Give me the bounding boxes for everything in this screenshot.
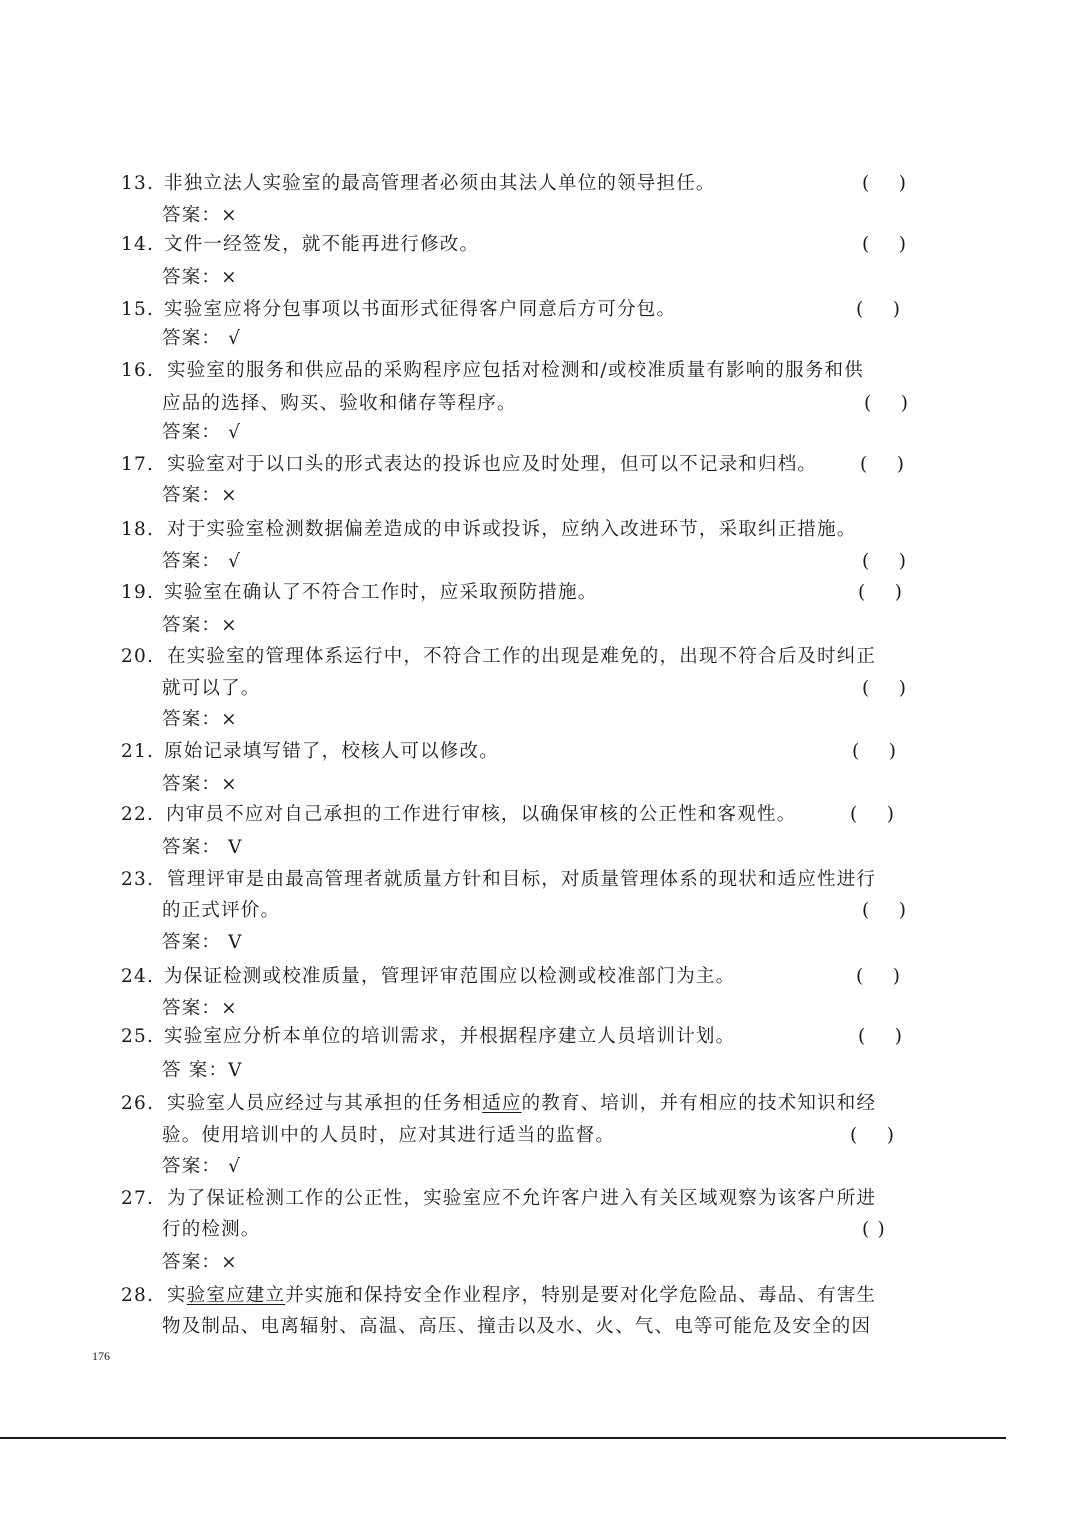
question-number: 18. [121, 519, 155, 540]
question-text-line-1: 为了保证检测工作的公正性，实验室应不允许客户进入有关区域观察为该客户所进 [167, 1188, 877, 1209]
answer-parentheses: ( ) [852, 741, 898, 762]
question-number: 14. [121, 234, 155, 255]
question-number: 28. [121, 1285, 155, 1306]
answer-parentheses: ( ) [862, 900, 908, 921]
question-number: 19. [121, 582, 155, 603]
question-number: 13. [121, 173, 155, 194]
question-text-line-2: 行的检测。 [162, 1219, 261, 1240]
question-number: 26. [121, 1093, 155, 1114]
question-text-line-1: 实验室应建立并实施和保持安全作业程序，特别是要对化学危险品、毒品、有害生 [167, 1285, 877, 1306]
answer-parentheses: ( ) [858, 1026, 904, 1047]
question-text: 实验室应将分包事项以书面形式征得客户同意后方可分包。 [164, 299, 677, 320]
question-number: 20. [121, 646, 155, 667]
question-text: 原始记录填写错了，校核人可以修改。 [164, 741, 499, 762]
answer-parentheses: ( ) [850, 804, 896, 825]
answer-parentheses: ( ) [860, 454, 906, 475]
question-text: 文件一经签发，就不能再进行修改。 [164, 234, 480, 255]
question-text-line-2: 物及制品、电离辐射、高温、高压、撞击以及水、火、气、电等可能危及安全的因 [162, 1316, 872, 1337]
answer-16: 答案： √ [162, 422, 242, 443]
answer-13: 答案：× [162, 205, 238, 226]
underlined-word: 适应 [482, 1093, 522, 1114]
question-text: 为保证检测或校准质量，管理评审范围应以检测或校准部门为主。 [164, 966, 736, 987]
answer-15: 答案： √ [162, 328, 242, 349]
answer-24: 答案：× [162, 998, 238, 1019]
question-text-line-2: 就可以了。 [162, 678, 261, 699]
answer-parentheses: ( ) [862, 173, 908, 194]
answer-17: 答案：× [162, 485, 238, 506]
answer-18: 答案： √ [162, 551, 242, 572]
answer-27: 答案：× [162, 1252, 238, 1273]
question-text-line-1: 管理评审是由最高管理者就质量方针和目标，对质量管理体系的现状和适应性进行 [167, 869, 877, 890]
answer-20: 答案：× [162, 709, 238, 730]
answer-parentheses: ( ) [850, 1125, 896, 1146]
question-number: 25. [121, 1026, 155, 1047]
answer-parentheses: ( ) [862, 1219, 886, 1240]
answer-parentheses: ( ) [858, 582, 904, 603]
answer-parentheses: ( ) [862, 678, 908, 699]
question-number: 21. [121, 741, 155, 762]
answer-22: 答案： V [162, 837, 243, 858]
question-text-line-2: 应品的选择、购买、验收和储存等程序。 [162, 393, 517, 414]
question-text: 非独立法人实验室的最高管理者必须由其法人单位的领导担任。 [164, 173, 716, 194]
answer-parentheses: ( ) [856, 299, 902, 320]
question-number: 17. [121, 454, 155, 475]
footer-rule [0, 1437, 1006, 1439]
answer-parentheses: ( ) [862, 234, 908, 255]
answer-25: 答 案：V [162, 1060, 243, 1081]
answer-parentheses: ( ) [862, 551, 908, 572]
question-text: 实验室应分析本单位的培训需求，并根据程序建立人员培训计划。 [164, 1026, 736, 1047]
page-number: 176 [92, 1349, 110, 1363]
answer-parentheses: ( ) [864, 393, 910, 414]
answer-23: 答案： V [162, 932, 243, 953]
question-number: 23. [121, 869, 155, 890]
question-number: 24. [121, 966, 155, 987]
question-text-line-2: 的正式评价。 [162, 900, 281, 921]
underlined-phrase: 验室应建立 [186, 1285, 286, 1306]
question-text-line-1: 实验室人员应经过与其承担的任务相适应的教育、培训，并有相应的技术知识和经 [167, 1093, 877, 1114]
question-text: 内审员不应对自己承担的工作进行审核，以确保审核的公正性和客观性。 [166, 804, 797, 825]
answer-26: 答案： √ [162, 1156, 242, 1177]
question-text-line-2: 验。使用培训中的人员时，应对其进行适当的监督。 [162, 1125, 616, 1146]
answer-parentheses: ( ) [856, 966, 902, 987]
question-number: 22. [121, 804, 155, 825]
question-text: 实验室对于以口头的形式表达的投诉也应及时处理，但可以不记录和归档。 [167, 454, 818, 475]
answer-21: 答案：× [162, 774, 238, 795]
question-number: 15. [121, 299, 155, 320]
answer-19: 答案：× [162, 615, 238, 636]
question-text-line-1: 实验室的服务和供应品的采购程序应包括对检测和/或校准质量有影响的服务和供 [167, 360, 864, 381]
question-text-line-1: 在实验室的管理体系运行中，不符合工作的出现是难免的，出现不符合后及时纠正 [167, 646, 877, 667]
question-number: 16. [121, 360, 155, 381]
question-text: 实验室在确认了不符合工作时，应采取预防措施。 [164, 582, 598, 603]
question-number: 27. [121, 1188, 155, 1209]
answer-14: 答案：× [162, 267, 238, 288]
question-text: 对于实验室检测数据偏差造成的申诉或投诉，应纳入改进环节，采取纠正措施。 [167, 519, 857, 540]
